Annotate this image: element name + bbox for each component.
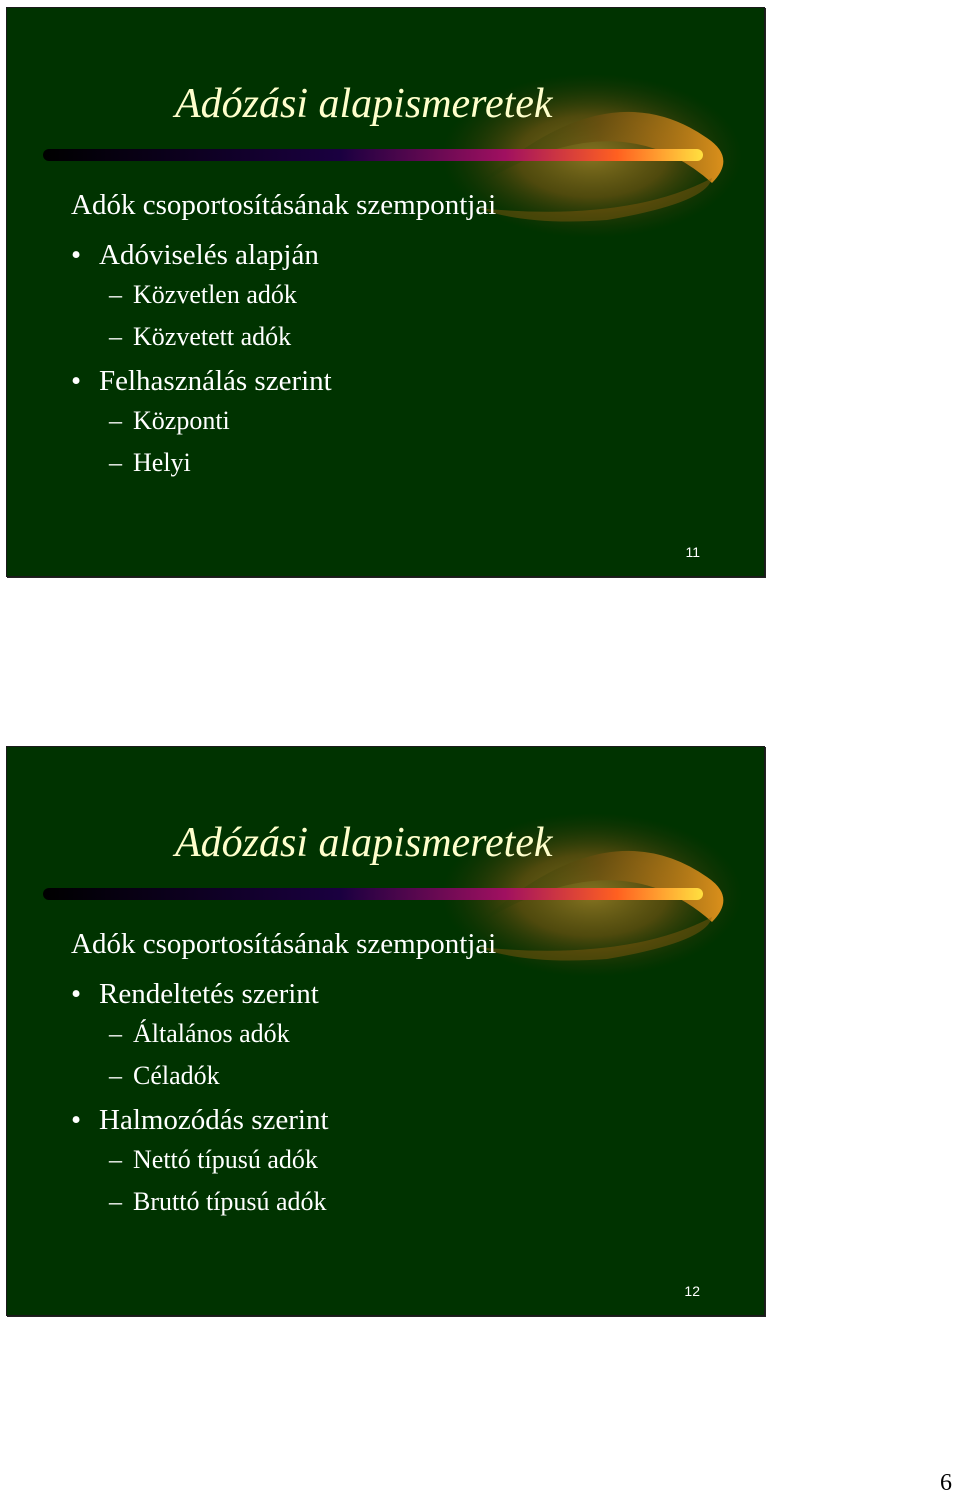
sub-item: – Nettó típusú adók [71, 1145, 496, 1187]
slide-heading: Adók csoportosításának szempontjai [71, 928, 497, 960]
sheet-page-number: 6 [940, 1470, 952, 1496]
bullet-item: • Halmozódás szerint [71, 1103, 496, 1145]
slide-page-number: 11 [685, 544, 700, 560]
slide-content [71, 188, 496, 490]
sub-item: – Bruttó típusú adók [71, 1187, 496, 1229]
slide-title: Adózási alapismeretek [175, 820, 553, 866]
slide-content [71, 927, 496, 1229]
slide-1 [6, 7, 765, 577]
sub-item: – Központi [71, 406, 496, 448]
slide-heading: Adók csoportosításának szempontjai [71, 189, 497, 221]
bullet-item: • Adóviselés alapján [71, 238, 496, 280]
slide-2 [6, 746, 765, 1316]
sub-item: – Általános adók [71, 1019, 496, 1061]
slide-title: Adózási alapismeretek [175, 81, 553, 127]
sub-item: – Közvetlen adók [71, 280, 496, 322]
slide-page-number: 12 [684, 1283, 700, 1299]
bullet-item: • Rendeltetés szerint [71, 977, 496, 1019]
sub-item: – Helyi [71, 448, 496, 490]
bullet-item: • Felhasználás szerint [71, 364, 496, 406]
sub-item: – Céladók [71, 1061, 496, 1103]
sub-item: – Közvetett adók [71, 322, 496, 364]
